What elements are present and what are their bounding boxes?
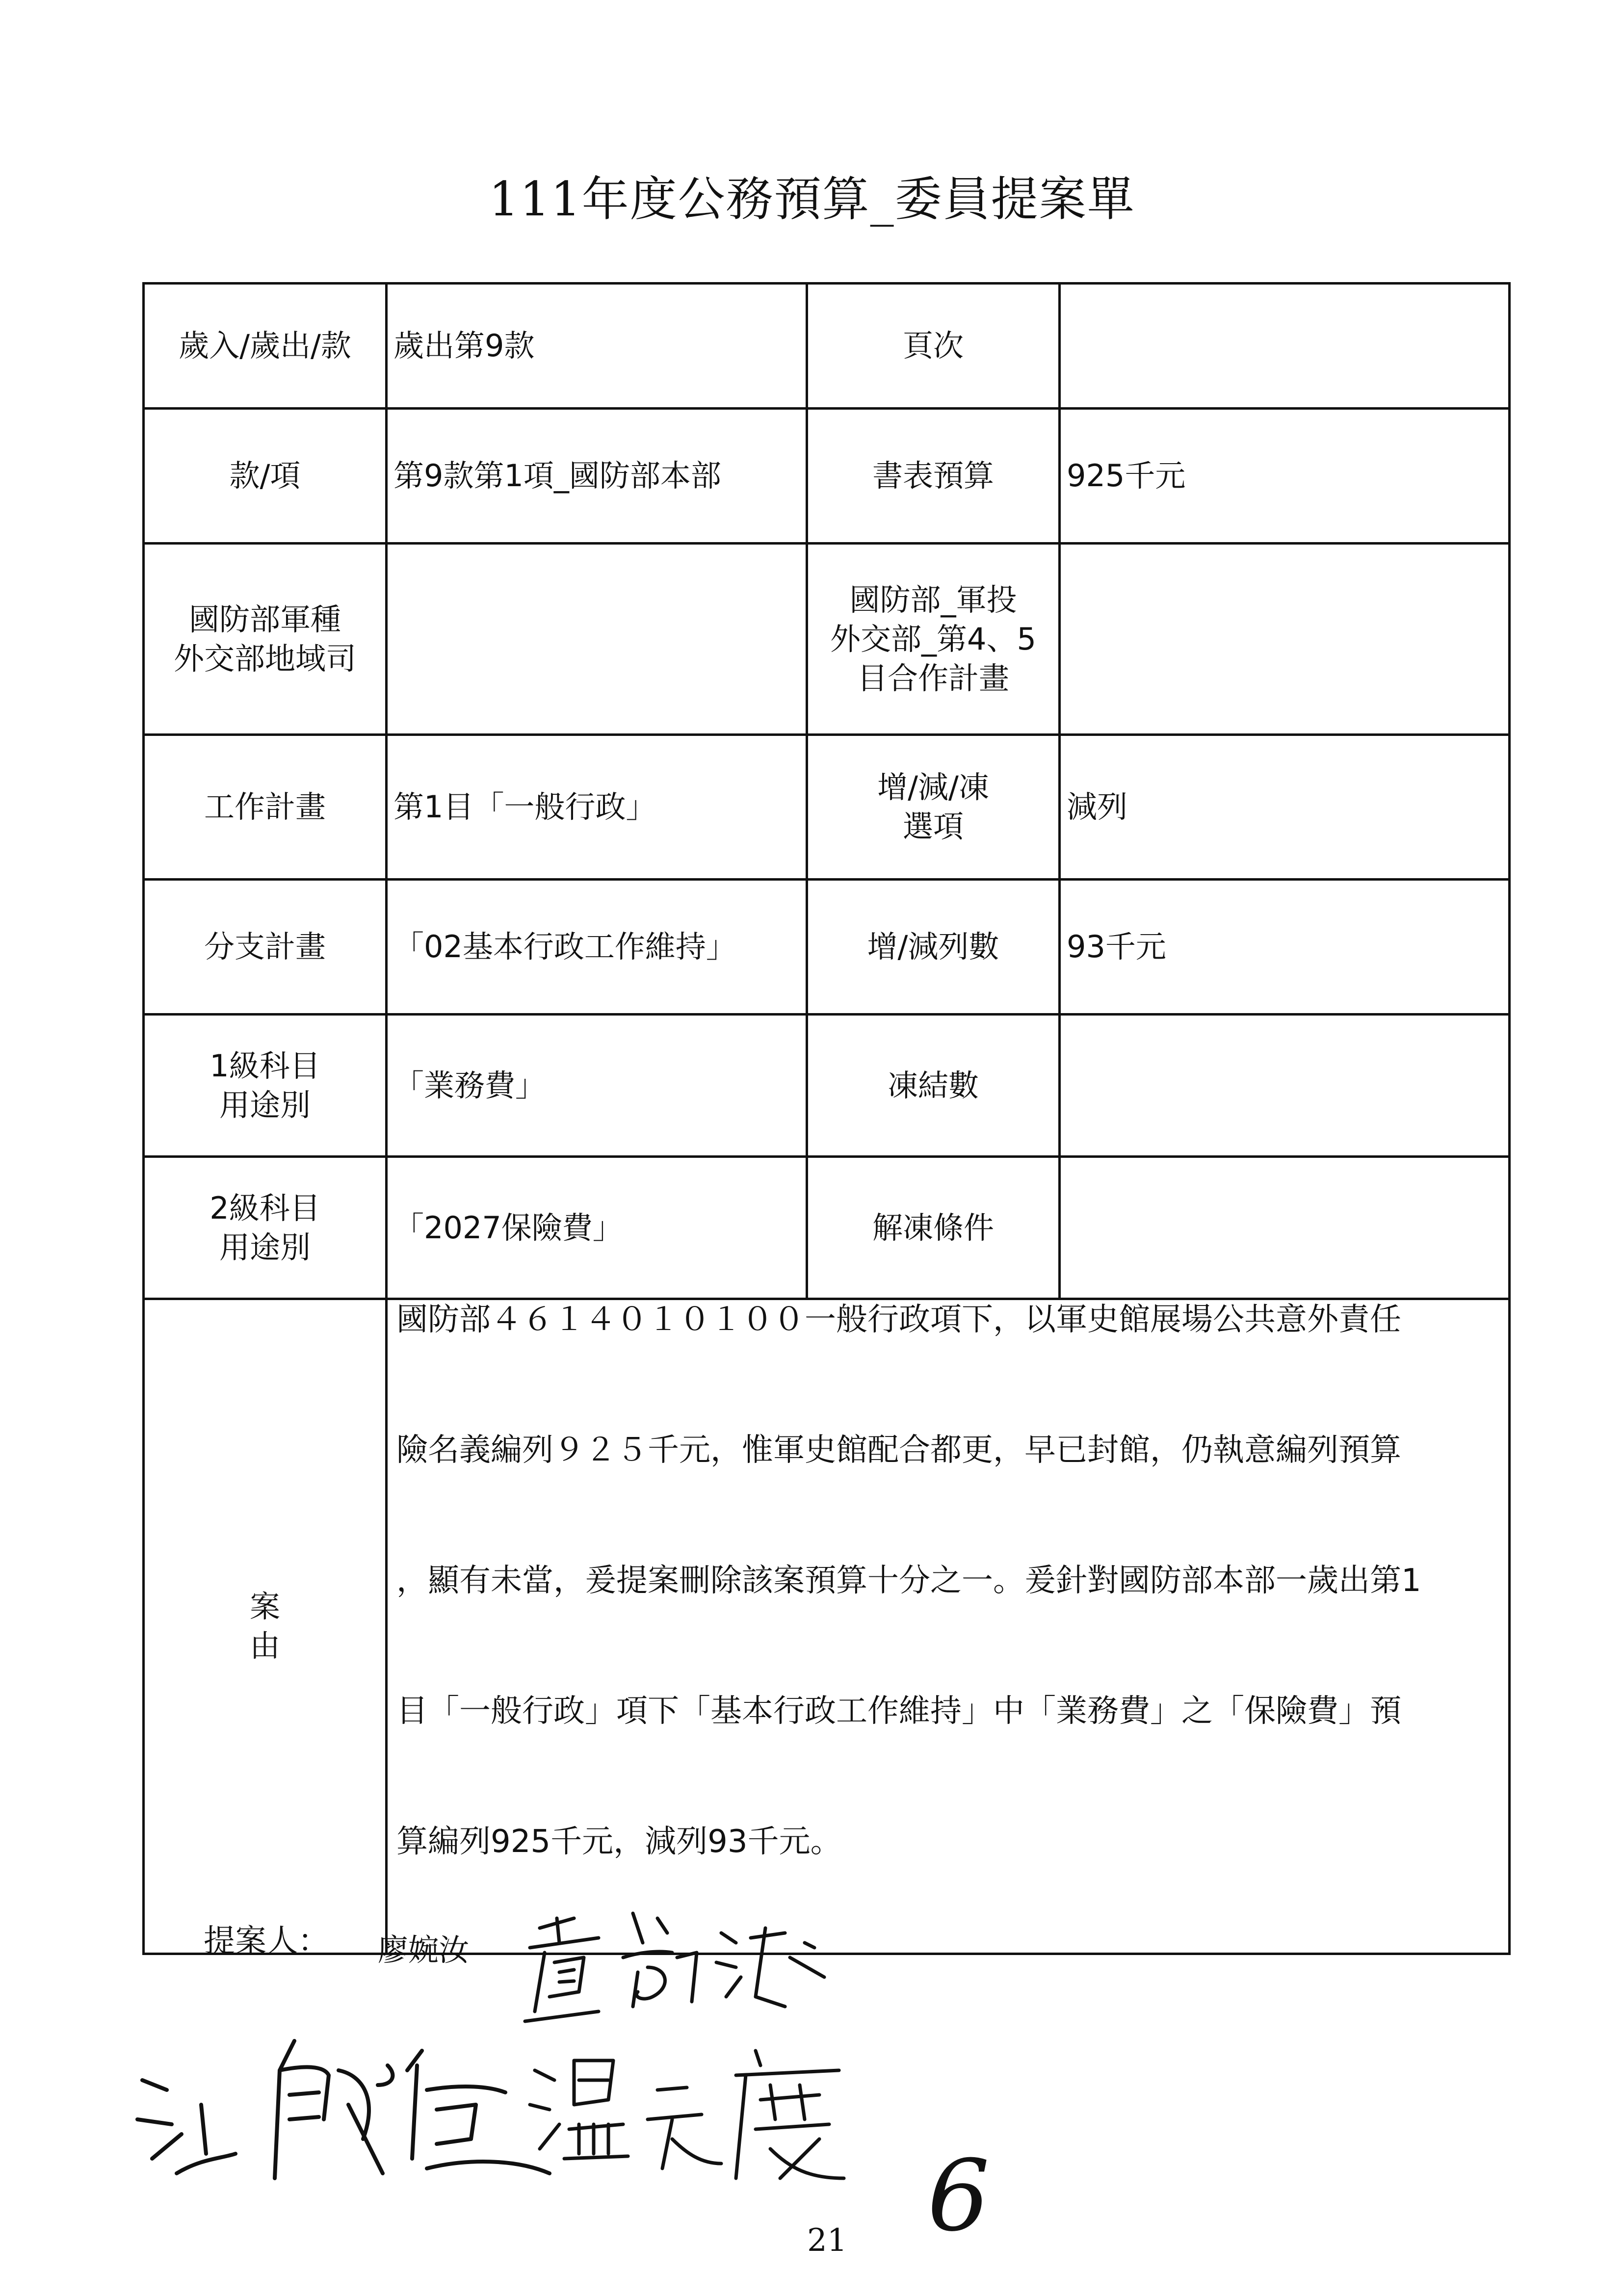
field-label [807,544,1060,735]
signature-liao [510,1899,854,2046]
label-line: 用途別 [219,1229,311,1265]
table-row [144,1015,1510,1157]
page-title: 111年度公務預算_委員提案單 [489,172,1135,227]
field-value: 歲出第9款 [387,284,807,409]
field-value: 減列 [1060,735,1510,880]
field-label: 書表預算 [807,409,1060,544]
label-line: 1級科目 [210,1047,320,1084]
field-label [144,1157,387,1299]
handwritten-number: 6 [927,2139,990,2253]
table-row [144,409,1510,544]
label-line: 目合作計畫 [857,660,1009,696]
table-row [144,284,1510,409]
reason-label: 案由 [144,1299,387,1954]
table-row [144,1157,1510,1299]
field-value: 第9款第1項_國防部本部 [387,409,807,544]
reason-line: 算編列925千元，減列93千元。 [396,1824,842,1860]
table-row [144,880,1510,1015]
field-label [144,1015,387,1157]
field-label [807,735,1060,880]
field-value [1060,544,1510,735]
field-label [144,544,387,735]
proposer-label: 提案人： [204,1923,329,1959]
field-label: 頁次 [807,284,1060,409]
label-line: 2級科目 [210,1190,320,1226]
field-label: 增/減列數 [807,880,1060,1015]
field-value: 「業務費」 [387,1015,807,1157]
table-row [144,735,1510,880]
signature-wen [525,2031,868,2198]
label-line: 外交部地域司 [173,640,356,677]
reason-line: 目「一般行政」項下「基本行政工作維持」中「業務費」之「保險費」預 [396,1693,1401,1729]
field-label: 分支計畫 [144,880,387,1015]
label-line: 選項 [902,809,964,844]
field-label: 工作計畫 [144,735,387,880]
proposal-form-table [142,282,1511,1955]
field-value: 「02基本行政工作維持」 [387,880,807,1015]
field-value [1060,284,1510,409]
reason-text [387,1299,1510,1954]
label-line: 國防部軍種 [188,601,341,637]
field-label: 解凍條件 [807,1157,1060,1299]
field-value: 「2027保險費」 [387,1157,807,1299]
proposer-name: 廖婉汝 [378,1932,470,1968]
label-line: 外交部_第4、5 [830,621,1036,657]
reason-row [144,1299,1510,1954]
field-label: 凍結數 [807,1015,1060,1157]
field-label: 款/項 [144,409,387,544]
page-number: 21 [807,2222,847,2259]
label-line: 國防部_軍投 [849,581,1017,618]
label-line: 增/減/凍 [877,769,989,805]
reason-line: ，顯有未當，爰提案刪除該案預算十分之一。爰針對國防部本部一歲出第1 [396,1563,1421,1599]
field-value: 925千元 [1060,409,1510,544]
field-value: 93千元 [1060,880,1510,1015]
reason-line: 險名義編列９２５千元，惟軍史館配合都更，早已封館，仍執意編列預算 [396,1432,1401,1468]
field-label: 歲入/歲出/款 [144,284,387,409]
field-value [1060,1157,1510,1299]
field-value: 第1目「一般行政」 [387,735,807,880]
label-line: 用途別 [219,1087,311,1123]
reason-line: 國防部４６１４０１０１００一般行政項下，以軍史館展場公共意外責任 [396,1302,1401,1338]
field-value [1060,1015,1510,1157]
table-row [144,544,1510,735]
signature-chiang [132,2011,554,2208]
field-value [387,544,807,735]
